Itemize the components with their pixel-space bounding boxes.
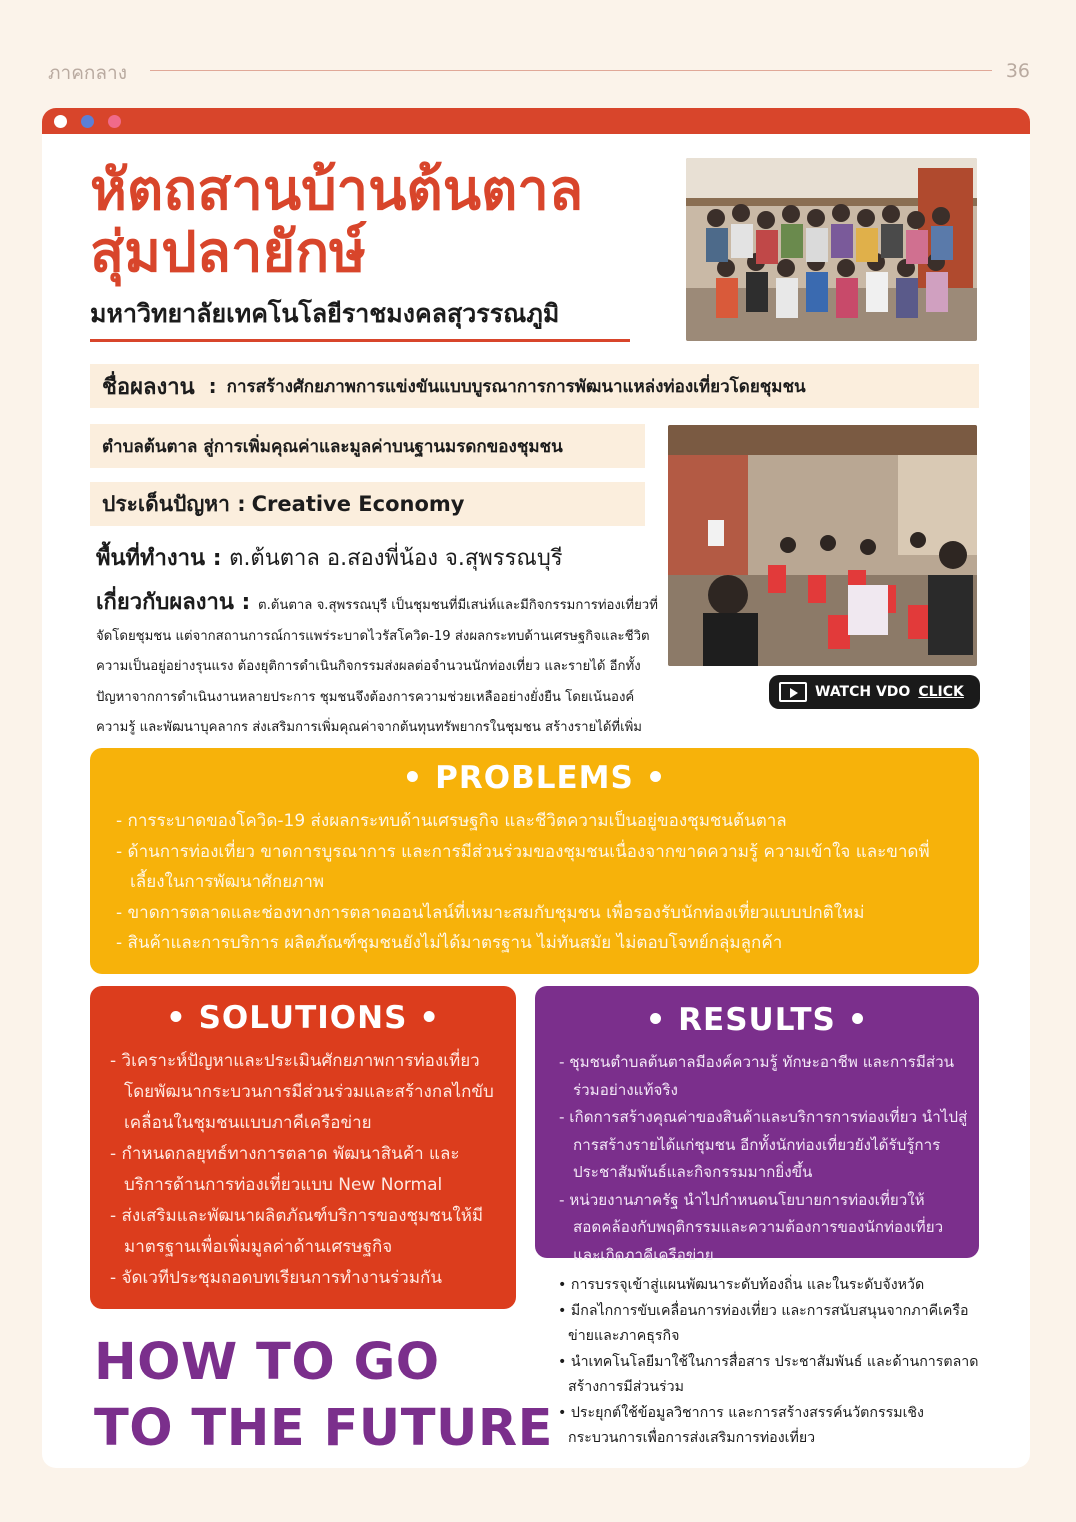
title-line-1: หัตถสานบ้านต้นตาล — [90, 158, 584, 223]
about-label: เกี่ยวกับผลงาน : — [96, 590, 258, 615]
future-item: • นำเทคโนโลยีมาใช้ในการสื่อสาร ประชาสัมพันธ์ และด้านการตลาด สร้างการมีส่วนร่วม — [558, 1353, 979, 1395]
project-name-line-2: ตำบลต้นตาล สู่การเพิ่มคุณค่าและมูลค่าบนฐานมรดกของชุมชน — [102, 436, 563, 457]
future-item: • การบรรจุเข้าสู่แผนพัฒนาระดับท้องถิ่น และในระดับจังหวัด — [558, 1277, 925, 1293]
work-area — [96, 540, 563, 575]
watch-video-button[interactable] — [769, 675, 980, 709]
future-list — [556, 1273, 986, 1452]
project-name-strip — [90, 364, 979, 408]
solution-item: - ส่งเสริมและพัฒนาผลิตภัณฑ์บริการของชุมชนให้มีมาตรฐานเพื่อเพิ่มมูลค่าด้านเศรษฐกิจ — [110, 1206, 484, 1257]
page-number: 36 — [1005, 60, 1030, 82]
section-label: ภาคกลาง — [48, 62, 127, 84]
title-line-2: สุ่มปลายักษ์ — [90, 220, 367, 285]
issue-label: ประเด็นปัญหา : — [102, 491, 246, 516]
watch-video-click[interactable]: CLICK — [918, 684, 964, 700]
problems-list — [116, 806, 964, 959]
future-item: • ประยุกต์ใช้ข้อมูลวิชาการ และการสร้างสรรค์นวัตกรรมเชิงกระบวนการเพื่อการส่งเสริมการท่องเที่ยว — [558, 1404, 924, 1446]
future-title-line-1: HOW TO GO — [94, 1333, 440, 1392]
problems-title: • PROBLEMS • — [402, 760, 667, 796]
watch-video-label: WATCH VDO — [815, 684, 911, 700]
group-photo — [686, 158, 977, 341]
window-dot-white — [54, 115, 67, 128]
solutions-title: • SOLUTIONS • — [165, 1000, 441, 1036]
results-title: • RESULTS • — [645, 1002, 869, 1038]
title-underline — [90, 339, 630, 342]
work-area-value: ต.ต้นตาล อ.สองพี่น้อง จ.สุพรรณบุรี — [229, 546, 563, 571]
issue-value: Creative Economy — [251, 492, 465, 516]
result-item: - ชุมชนตำบลต้นตาลมีองค์ความรู้ ทักษะอาชีพ และการมีส่วนร่วมอย่างแท้จริง — [559, 1053, 955, 1099]
results-panel — [535, 986, 979, 1264]
issue-strip — [90, 482, 645, 526]
solution-item: - กำหนดกลยุทธ์ทางการตลาด พัฒนาสินค้า และบริการด้านการท่องเที่ยวแบบ New Normal — [110, 1144, 460, 1195]
problems-panel — [90, 748, 979, 974]
future-title — [94, 1330, 553, 1462]
problem-item: - การระบาดของโควิด-19 ส่งผลกระทบด้านเศรษฐกิจ และชีวิตความเป็นอยู่ของชุมชนต้นตาล — [116, 811, 787, 831]
result-item: - หน่วยงานภาครัฐ นำไปกำหนดนโยบายการท่องเที่ยวให้สอดคล้องกับพฤติกรรมและความต้องการของนักท่องเที่ยวและเกิดภาคีเครือข่าย — [559, 1190, 944, 1264]
window-dot-blue — [81, 115, 94, 128]
project-name-colon: : — [208, 374, 217, 398]
about-text: ต.ต้นตาล จ.สุพรรณบุรี เป็นชุมชนที่มีเสน่ห์และมีกิจกรรมการท่องเที่ยวที่จัดโดยชุมชน แต่จากสถานการณ์การแพร่ระบาดไวรัสโควิด-19 ส่งผลกระทบด้านเศรษฐกิจและชีวิตความเป็นอยู่อย่างรุนแรง ต้องยุติการดำเนินกิจกรรมส่งผลต่อจำนวนนักท่องเที่ยว และรายได้ อีกทั้งปัญหาจากการดำเนินงานหลายประการ ชุมชนจึงต้องการความช่วยเหลืออย่างยั่งยืน โดยเน้นองค์ความรู้ และพัฒนาบุคลากร ส่งเสริมการเพิ่มคุณค่าจากต้นทุนทรัพยากรในชุมชน สร้างรายได้ที่เพิ่ม — [96, 598, 658, 735]
project-name-line-1: การสร้างศักยภาพการแข่งขันแบบบูรณาการการพัฒนาแหล่งท่องเที่ยวโดยชุมชน — [226, 376, 806, 397]
play-icon — [779, 682, 807, 702]
work-area-label: พื้นที่ทำงาน : — [96, 546, 230, 571]
content-card — [42, 108, 1030, 1468]
solution-item: - จัดเวทีประชุมถอดบทเรียนการทำงานร่วมกัน — [110, 1268, 442, 1288]
future-item: • มีกลไกการขับเคลื่อนการท่องเที่ยว และการสนับสนุนจากภาคีเครือข่ายและภาคธุรกิจ — [558, 1302, 969, 1344]
project-name-strip-2 — [90, 424, 645, 468]
window-dot-pink — [108, 115, 121, 128]
university-name: มหาวิทยาลัยเทคโนโลยีราชมงคลสุวรรณภูมิ — [90, 299, 560, 328]
solutions-panel — [90, 986, 516, 1309]
project-name-label: ชื่อผลงาน — [102, 374, 195, 400]
problem-item: - สินค้าและการบริการ ผลิตภัณฑ์ชุมชนยังไม่ได้มาตรฐาน ไม่ทันสมัย ไม่ตอบโจทย์กลุ่มลูกค้า — [116, 933, 783, 953]
card-top-bar — [42, 108, 1030, 134]
problem-item: - ขาดการตลาดและช่องทางการตลาดออนไลน์ที่เหมาะสมกับชุมชน เพื่อรองรับนักท่องเที่ยวแบบปกติใหม่ — [116, 902, 865, 923]
header-divider — [150, 70, 992, 71]
solutions-list — [110, 1046, 506, 1294]
solution-item: - วิเคราะห์ปัญหาและประเมินศักยภาพการท่องเที่ยว โดยพัฒนากระบวนการมีส่วนร่วมและสร้างกลไกขับเคลื่อนในชุมชนแบบภาคีเครือข่าย — [110, 1051, 494, 1133]
future-title-line-2: TO THE FUTURE — [94, 1399, 554, 1458]
project-title — [90, 160, 650, 284]
result-item: - เกิดการสร้างคุณค่าของสินค้าและบริการการท่องเที่ยว นำไปสู่การสร้างรายได้แก่ชุมชน อีกทั้งนักท่องเที่ยวยังได้รับรู้การประชาสัมพันธ์และกิจกรรมมากยิ่งขึ้น — [559, 1108, 968, 1181]
problem-item: - ด้านการท่องเที่ยว ขาดการบูรณาการ และการมีส่วนร่วมของชุมชนเนื่องจากขาดความรู้ ความเข้าใจ และขาดพี่เลี้ยงในการพัฒนาศักยภาพ — [116, 841, 930, 892]
results-list — [559, 1049, 969, 1269]
